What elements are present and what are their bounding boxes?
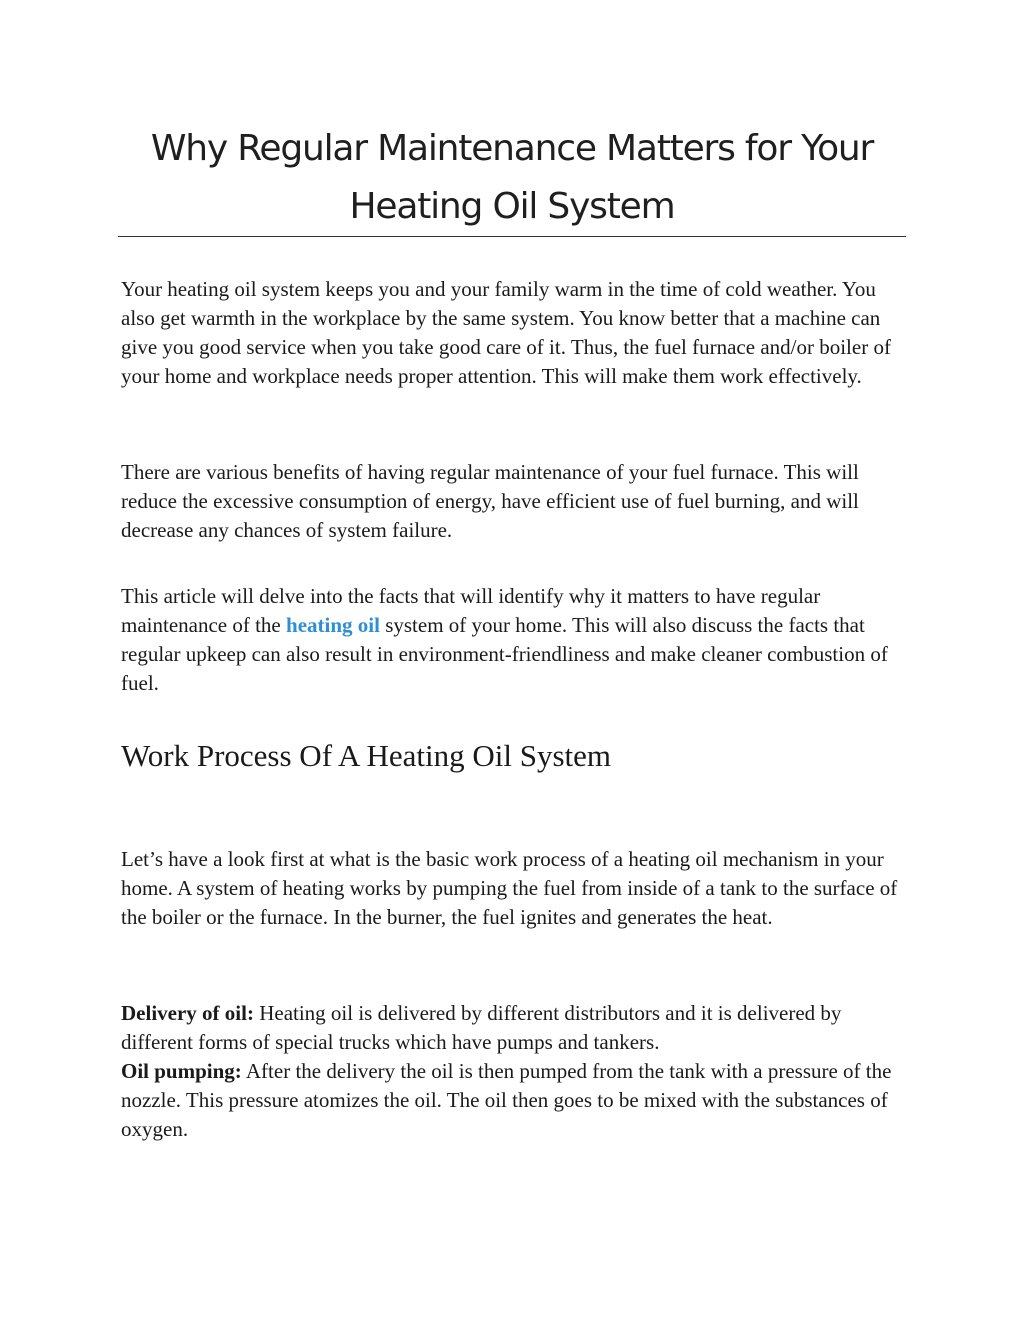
delivery-text: Heating oil is delivered by different distributors and it is delivered by different forms of special trucks which have pumps and tankers. <box>121 1001 842 1054</box>
paragraph-text-before-link: This article will delve into the facts that will identify why it matters to have regular maintenance of the <box>121 584 821 637</box>
title-divider <box>118 236 906 237</box>
benefits-paragraph: There are various benefits of having regular maintenance of your fuel furnace. This will reduce the excessive consumption of energy, have efficient use of fuel burning, and will decrease any chances of system failure. <box>121 460 859 542</box>
intro-paragraph: Your heating oil system keeps you and your family warm in the time of cold weather. You also get warmth in the workplace by the same system. You know better that a machine can give you good service when you take good care of it. Thus, the fuel furnace and/or boiler of your home and workplace needs proper attention. This will make them work effectively. <box>121 277 891 388</box>
article-scope-paragraph <box>121 582 911 698</box>
work-process-paragraph: Let’s have a look first at what is the basic work process of a heating oil mechanism in your home. A system of heating works by pumping the fuel from inside of a tank to the surface of the boiler or the furnace. In the burner, the fuel ignites and generates the heat. <box>121 847 898 929</box>
paragraph-text-after-link: system of your home. This will also discuss the facts that regular upkeep can also result in environment-friendliness and make cleaner combustion of fuel. <box>121 613 888 695</box>
page-title: Why Regular Maintenance Matters for Your Heating Oil System <box>150 128 874 227</box>
delivery-term: Delivery of oil: <box>121 1001 254 1025</box>
pumping-text: After the delivery the oil is then pumped from the tank with a pressure of the nozzle. This pressure atomizes the oil. The oil then goes to be mixed with the substances of oxygen. <box>121 1059 892 1141</box>
section-heading: Work Process Of A Heating Oil System <box>121 738 612 773</box>
process-steps-paragraph <box>121 999 911 1144</box>
heating-oil-link[interactable]: heating oil <box>286 613 380 637</box>
pumping-term: Oil pumping: <box>121 1059 242 1083</box>
